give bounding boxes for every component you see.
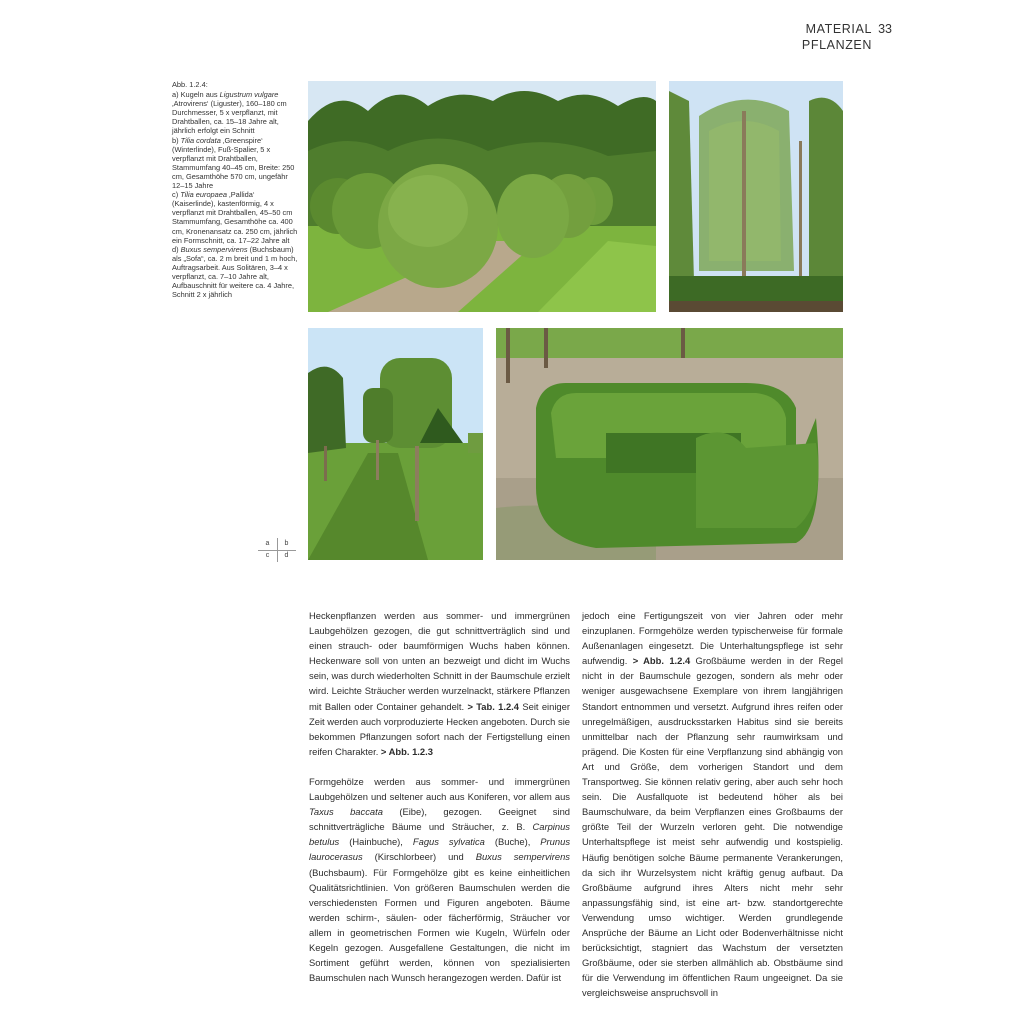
figure-key-d: d bbox=[284, 552, 289, 559]
figure-key bbox=[258, 538, 296, 562]
header-section: MATERIAL bbox=[805, 22, 872, 36]
caption-item-a: a) Kugeln aus Ligustrum vulgare ‚Atrovirens‘ (Liguster), 160–180 cm Durchmesser, 5 x verpflanzt, mit Drahtballen, ca. 15–18 Jahre alt, jährlich erfolgt ein Schnitt bbox=[172, 90, 287, 136]
figure-caption bbox=[172, 80, 300, 299]
ref-abb-1-2-4: > Abb. 1.2.4 bbox=[632, 655, 691, 667]
running-header bbox=[801, 22, 892, 52]
ref-abb-1-2-3: > Abb. 1.2.3 bbox=[380, 745, 433, 757]
header-subsection: PFLANZEN bbox=[801, 38, 872, 52]
paragraph-topiary: Formgehölze werden aus sommer- und immergrünen Laubgehölzen und seltener auch aus Koniferen, vor allem aus Taxus baccata (Eibe), gezogen. Geeignet sind schnittverträgliche Bäume und Sträucher, z. B. Carpinus betulus (Hainbuche), Fagus sylvatica (Buche), Prunus laurocerasus (Kirschlorbeer) und Buxus sempervirens (Buchsbaum). Für Formgehölze gibt es keine einheitlichen Qualitätsrichtlinien. Von größeren Baumschulen werden die verschiedensten Formen und Figuren angeboten. Bäume werden schirm-, säulen- oder fächerförmig, Sträucher vor allem in geometrischen Formen wie Kugeln, Würfeln oder Kegeln gezogen. Ausgefallene Gestaltungen, die nicht im Sortiment geführt werden, können von spezialisierten Baumschulen nach Wunsch herangezogen werden. Dafür ist bbox=[309, 775, 571, 984]
caption-item-c: c) Tilia europaea ‚Pallida‘ (Kaiserlinde), kastenförmig, 4 x verpflanzt mit Drahtballen, 45–50 cm Stammumfang, Gesamthöhe ca. 400 cm, Kronenansatz ca. 250 cm, jährlich ein Formschnitt, ca. 17–22 Jahre alt bbox=[172, 190, 298, 245]
figure-key-b: b bbox=[277, 538, 296, 551]
photo-tilia-boxes bbox=[308, 328, 483, 560]
body-column-left bbox=[309, 608, 570, 1000]
caption-item-d: d) Buxus sempervirens (Buchsbaum) als „Sofa“, ca. 2 m breit und 1 m hoch, Auftragsarbeit. Aus Solitären, 3–4 x verpflanzt, ca. 7–10 Jahre alt, Aufbauschnitt für weitere ca. 4 Jahre, Schnitt 2 x jährlich bbox=[172, 244, 298, 300]
figure-key-c: c bbox=[258, 550, 278, 562]
photo-ligustrum-balls bbox=[308, 81, 656, 312]
caption-item-b: b) Tilia cordata ‚Greenspire‘ (Winterlinde), Fuß-Spalier, 5 x verpflanzt mit Drahtballen, Stammumfang 40–45 cm, Breite: 250 cm, Gesamthöhe 570 cm, ungefähr 12–15 Jahre bbox=[172, 135, 295, 191]
caption-title: Abb. 1.2.4: bbox=[172, 80, 208, 89]
photo-tilia-espalier bbox=[669, 81, 843, 312]
page-number: 33 bbox=[878, 22, 892, 36]
photo-buxus-sofa bbox=[496, 328, 843, 560]
paragraph-large-trees: jedoch eine Fertigungszeit von vier Jahren oder mehr einzuplanen. Formgehölze werden typischerweise für formale Außenanlagen eingesetzt. Die Unterhaltungspflege ist sehr aufwendig. > Abb. 1.2.4 Großbäume werden in der Regel nicht in der Baumschule gezogen, sondern als mehr oder weniger ausgewachsene Exemplare von ihrem langjährigen Standort entnommen und versetzt. Aufgrund ihres reifen oder unregelmäßigen, ausdrucksstarken Habitus sind sie bereits unmittelbar nach der Pflanzung sehr raumwirksam und prägend. Die Kosten für eine Verpflanzung sind abhängig von Art und Größe, dem vorherigen Standort und dem Transportweg. Sie können relativ gering, aber auch sehr hoch sein. Die Ausfallquote ist bedeutend höher als bei Baumschulware, da beim Verpflanzen eines Großbaums der größte Teil der Wurzeln verloren geht. Die notwendige Unterhaltspflege ist meist sehr aufwendig und kostspielig. Häufig benötigen solche Bäume permanente Verankerungen, da sich ihr Wurzelsystem nicht kräftig genug aufbaut. Da Großbäume aufgrund ihres Alters nicht mehr sehr anpassungsfähig sind, ist eine art- bzw. standortgerechte Verwendung umso wichtiger. Werden grundlegende Ansprüche der Bäume an Licht oder Bodenverhältnisse nicht berücksichtigt, stagniert das Wachstum der versetzten Großbäume, oder sie sterben allmählich ab. Obstbäume sind für die Verwendung im öffentlichen Raum ungeeignet. Da sie vergleichsweise anspruchsvoll in bbox=[582, 610, 844, 999]
paragraph-hedge-plants: Heckenpflanzen werden aus sommer- und immergrünen Laubgehölzen gezogen, die gut schnittverträglich sind und einen strauch- oder baumförmigen Wuchs haben können. Heckenware soll von unten an bezweigt und dicht im Wuchs sein, was durch wiederholten Schnitt in der Baumschule erzielt wird. Leichte Sträucher werden wurzelnackt, stärkere Pflanzen mit Ballen oder Container gehandelt. > Tab. 1.2.4 Seit einiger Zeit werden auch vorproduzierte Hecken angeboten. Durch sie bekommen Pflanzungen sofort nach der Fertigstellung einen reifen Charakter. > Abb. 1.2.3 bbox=[309, 610, 570, 757]
figure-key-a: a bbox=[258, 538, 278, 551]
ref-tab-1-2-4: > Tab. 1.2.4 bbox=[467, 700, 520, 712]
body-column-right bbox=[582, 608, 843, 1015]
